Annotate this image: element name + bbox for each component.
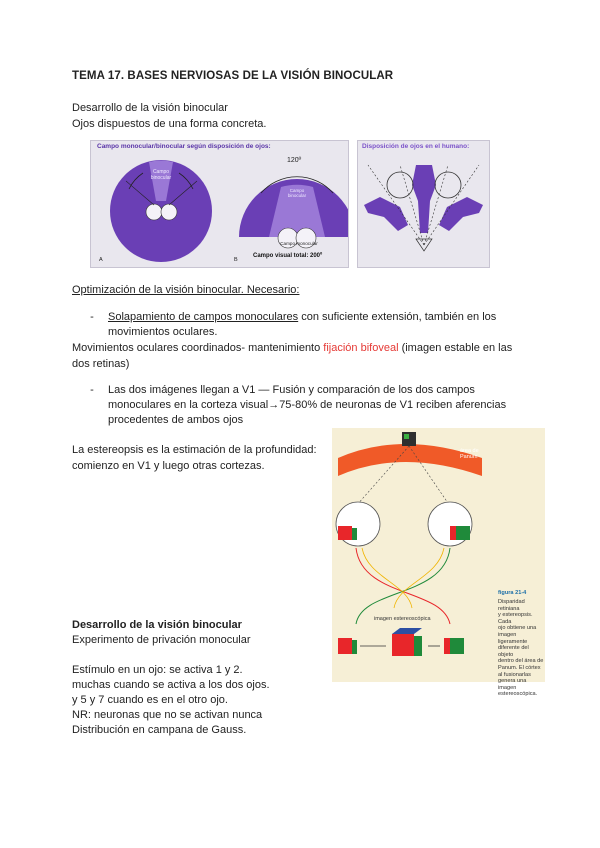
overlap-link-text: Solapamiento de campos monoculares [108, 311, 299, 323]
panel-a-right-eye [161, 204, 177, 220]
right-cortex-image [450, 638, 464, 654]
development-line: Distribución en campana de Gauss. [72, 724, 247, 736]
section-development-sub: Experimento de privación monocular [72, 634, 251, 646]
fused-cube-top [392, 628, 422, 634]
figure-stereopsis [332, 428, 545, 698]
caption-line: dentro del área de [498, 658, 544, 665]
coordinated-movements-line-2: dos retinas) [72, 358, 130, 370]
caption-line: diferente del objeto [498, 645, 529, 658]
human-right-eye [435, 172, 461, 198]
caption-line: Panum. El córtex [498, 664, 541, 671]
left-cortex-image-side [352, 640, 357, 654]
left-pathway [356, 548, 450, 624]
middle-pathway [362, 548, 412, 608]
stereo-image-label: imagen estereoscópica [374, 616, 431, 622]
stereopsis-line-2: comienzo en V1 y luego otras cortezas. [72, 460, 265, 472]
panel-b-monocular-label: Campo monocular [280, 241, 318, 246]
left-retina-image-side [352, 528, 357, 540]
coordinated-movements-line [72, 341, 512, 356]
caption-line: al fusionarlas [498, 671, 531, 678]
development-line: muchas cuando se activa a los dos ojos. [72, 679, 270, 691]
middle-pathway [394, 548, 444, 608]
area-panum-label: área de Panum [460, 448, 479, 460]
panel-b-angle: 120º [287, 157, 302, 164]
left-cortex-image [338, 638, 352, 654]
figure-number: figura 21-4 [498, 590, 527, 596]
development-line: NR: neuronas que no se activan nunca [72, 709, 263, 721]
right-retina-image [456, 526, 470, 540]
section-optimization-heading: Optimización de la visión binocular. Necesario: [72, 284, 300, 296]
caption-line: y estereopsis. Cada [498, 612, 533, 625]
right-pathway [356, 548, 450, 624]
panel-b-label: B [234, 257, 238, 263]
visual-fields-diagram [91, 141, 348, 267]
bullet-fusion-line-2: monoculares en la corteza visual→75-80% de neuronas de V1 reciben aferencias [108, 399, 507, 411]
bullet-fusion-line-3: procedentes de ambos ojos [108, 414, 244, 426]
panel-b-inner-label: Campo binocular [287, 188, 307, 198]
bifoveal-fixation-text: fijación bifoveal [323, 342, 399, 354]
development-line: y 5 y 7 cuando es en el otro ojo. [72, 694, 228, 706]
coordinated-text-a: Movimientos oculares coordinados- mantenimiento [72, 342, 324, 354]
figure-human-eyes-caption: Disposición de ojos en el humano: [362, 143, 470, 150]
right-cortex-image-side [444, 638, 450, 654]
fused-cube-front [392, 634, 414, 656]
overlap-rest-text: con suficiente extensión, también en los [298, 311, 497, 323]
section-development-heading: Desarrollo de la visión binocular [72, 619, 242, 631]
panel-a-inner-label: Campo binocular [150, 169, 172, 181]
bullet-overlap [108, 310, 496, 325]
figure-stereopsis-caption [498, 599, 544, 698]
figure-visual-fields [90, 140, 349, 268]
panel-a-label: A [99, 257, 103, 263]
human-left-eye [387, 172, 413, 198]
caption-line: imagen ligeramente [498, 631, 528, 645]
target-object-face [404, 434, 409, 439]
stereopsis-line-1: La estereopsis es la estimación de la profundidad: [72, 444, 317, 456]
caption-line: genera una imagen [498, 678, 527, 691]
right-retina-image-side [450, 526, 456, 540]
intro-line-1: Desarrollo de la visión binocular [72, 102, 228, 114]
intro-line-2: Ojos dispuestos de una forma concreta. [72, 118, 267, 130]
human-head-shape [412, 165, 436, 233]
panel-b-total-label: Campo visual total: 200º [253, 253, 323, 259]
figure-visual-fields-caption: Campo monocular/binocular según disposición de ojos: [97, 143, 271, 150]
bullet-fusion-line-1: Las dos imágenes llegan a V1 — Fusión y comparación de los dos campos [108, 384, 475, 396]
figure-human-eyes [357, 140, 490, 268]
human-eyes-diagram [358, 141, 489, 267]
caption-line: ojo obtiene una [498, 625, 537, 632]
left-retina-image [338, 526, 352, 540]
caption-line: Disparidad retiniana [498, 599, 525, 612]
bullet-marker: - [90, 384, 94, 396]
caption-line: estereoscópica. [498, 691, 538, 698]
development-line: Estímulo en un ojo: se activa 1 y 2. [72, 664, 243, 676]
bullet-overlap-line-2: movimientos oculares. [108, 326, 218, 338]
human-left-field [364, 197, 408, 231]
bullet-marker: - [90, 311, 94, 323]
fused-cube-side [414, 636, 422, 656]
coordinated-text-b: (imagen estable en las [398, 342, 513, 354]
page-title: TEMA 17. BASES NERVIOSAS DE LA VISIÓN BINOCULAR [72, 70, 394, 82]
panel-a-left-eye [146, 204, 162, 220]
